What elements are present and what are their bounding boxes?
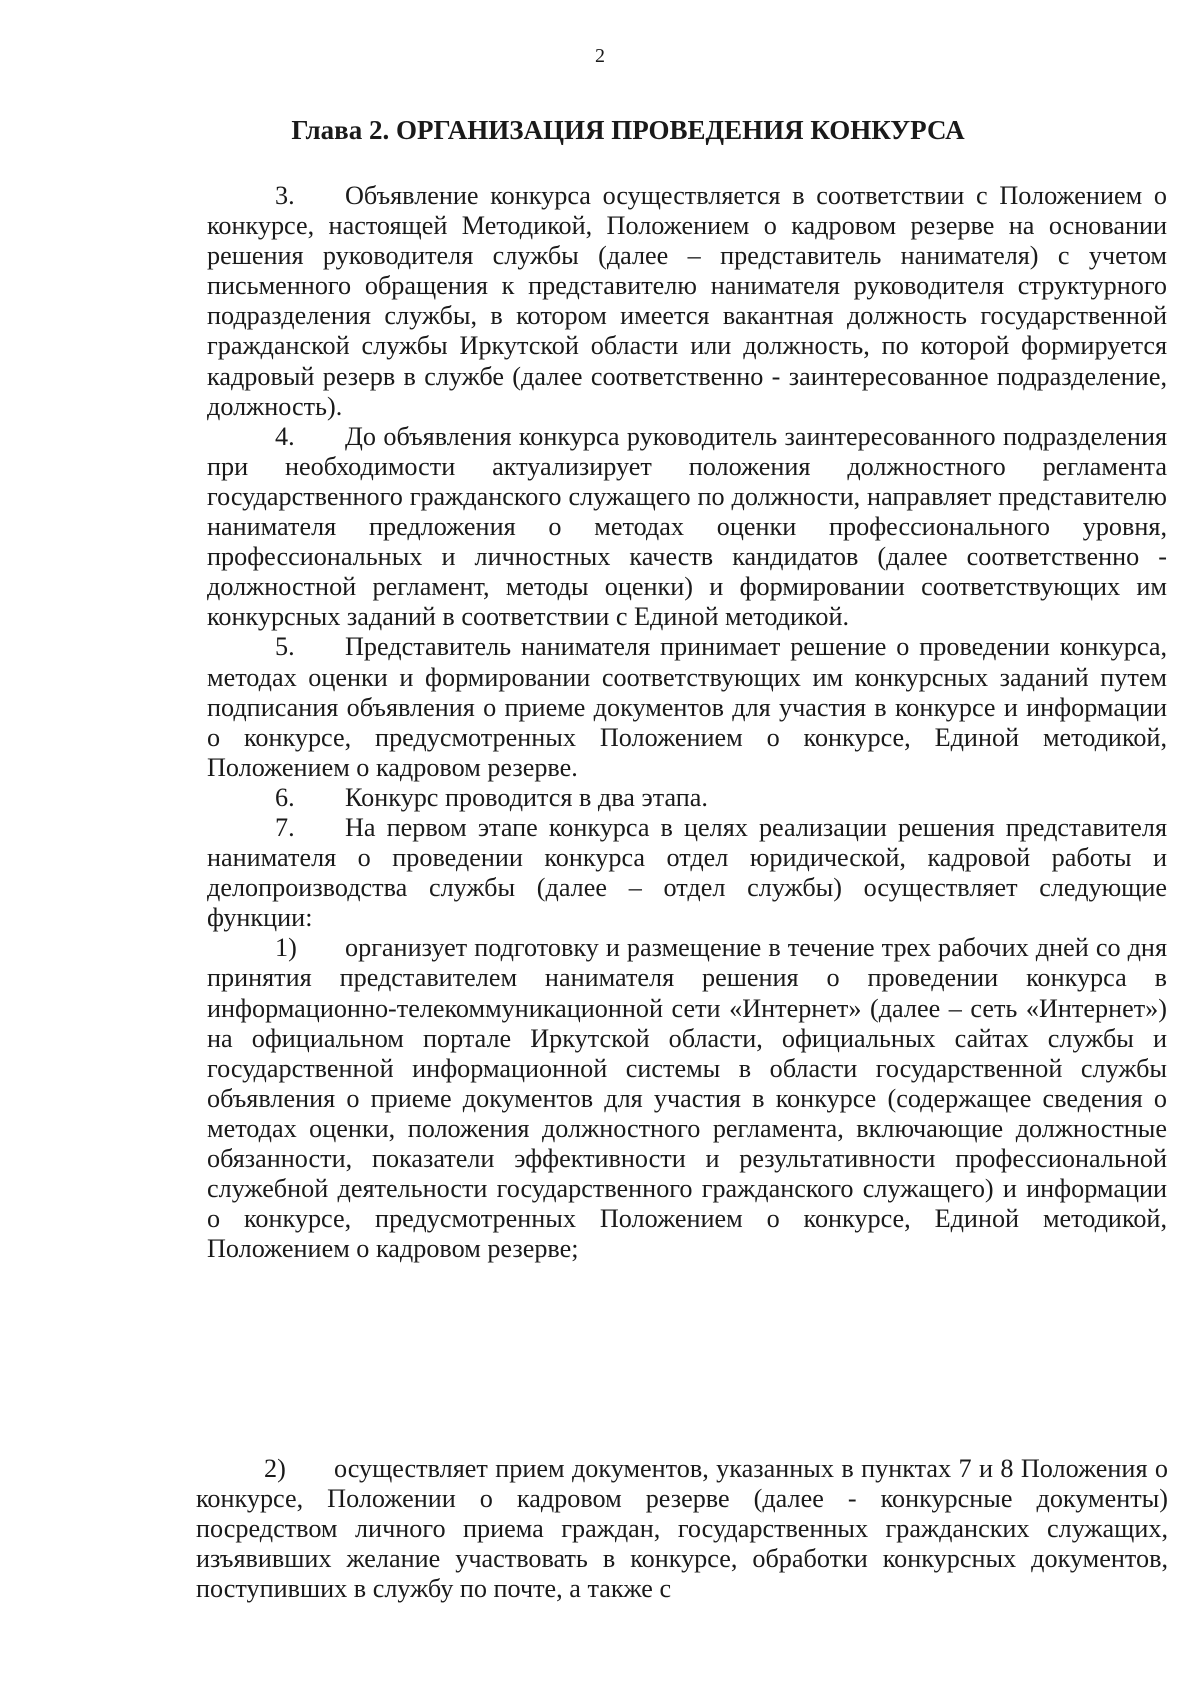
paragraph-4 (207, 422, 1167, 633)
paragraph-text: Представитель нанимателя принимает решение о проведении конкурса, методах оценки и формировании соответствующих им конкурсных заданий путем подписания объявления о приеме документов для участия в конкурсе и информации о конкурсе, предусмотренных Положением о конкурсе, Единой методикой, Положением о кадровом резерве. (207, 632, 1167, 782)
paragraph-number: 5. (275, 632, 295, 662)
paragraph-number: 1) (275, 933, 297, 963)
paragraph-text: Конкурс проводится в два этапа. (345, 782, 708, 812)
paragraph-text: До объявления конкурса руководитель заинтересованного подразделения при необходимости актуализирует положения должностного регламента государственного гражданского служащего по должности, направляет представителю нанимателя предложения о методах оценки профессионального уровня, профессиональных и личностных качеств кандидатов (далее соответственно - должностной регламент, методы оценки) и формировании соответствующих им конкурсных заданий в соответствии с Единой методикой. (207, 421, 1167, 632)
page-number: 2 (595, 45, 605, 67)
subparagraph-1 (207, 933, 1167, 1264)
paragraph-6 (207, 783, 1167, 813)
subparagraph-2 (196, 1454, 1168, 1604)
paragraph-3 (207, 181, 1167, 422)
paragraph-7 (207, 813, 1167, 933)
paragraph-text: На первом этапе конкурса в целях реализации решения представителя нанимателя о проведении конкурса отдел юридической, кадровой работы и делопроизводства службы (далее – отдел службы) осуществляет следующие функции: (207, 812, 1167, 933)
document-body-continued (196, 1454, 1168, 1604)
paragraph-number: 2) (264, 1454, 286, 1483)
paragraph-number: 3. (275, 181, 295, 210)
paragraph-number: 7. (275, 812, 295, 842)
paragraph-number: 6. (275, 782, 295, 812)
chapter-heading: Глава 2. ОРГАНИЗАЦИЯ ПРОВЕДЕНИЯ КОНКУРСА (291, 115, 965, 145)
paragraph-text: осуществляет прием документов, указанных в пунктах 7 и 8 Положения о конкурсе, Положении о кадровом резерве (далее - конкурсные документы) посредством личного приема граждан, государственных гражданских служащих, изъявивших желание участвовать в конкурсе, обработки конкурсных документов, поступивших в службу по почте, а также с (196, 1454, 1168, 1604)
paragraph-text: Объявление конкурса осуществляется в соответствии с Положением о конкурсе, настоящей Методикой, Положением о кадровом резерве на основании решения руководителя службы (далее – представитель нанимателя) с учетом письменного обращения к представителю нанимателя руководителя структурного подразделения службы, в котором имеется вакантная должность государственной гражданской службы Иркутской области или должность, по которой формируется кадровый резерв в службе (далее соответственно - заинтересованное подразделение, должность). (207, 181, 1167, 421)
paragraph-5 (207, 632, 1167, 782)
document-body (207, 181, 1167, 1264)
paragraph-text: организует подготовку и размещение в течение трех рабочих дней со дня принятия представителем нанимателя решения о проведении конкурса в информационно-телекоммуникационной сети «Интернет» (далее – сеть «Интернет») на официальном портале Иркутской области, официальных сайтах службы и государственной информационной системы в области государственной службы объявления о приеме документов для участия в конкурсе (содержащее сведения о методах оценки, положения должностного регламента, включающие должностные обязанности, показатели эффективности и результативности профессиональной служебной деятельности государственного гражданского служащего) и информации о конкурсе, предусмотренных Положением о конкурсе, Единой методикой, Положением о кадровом резерве; (207, 933, 1167, 1264)
paragraph-number: 4. (275, 421, 295, 451)
